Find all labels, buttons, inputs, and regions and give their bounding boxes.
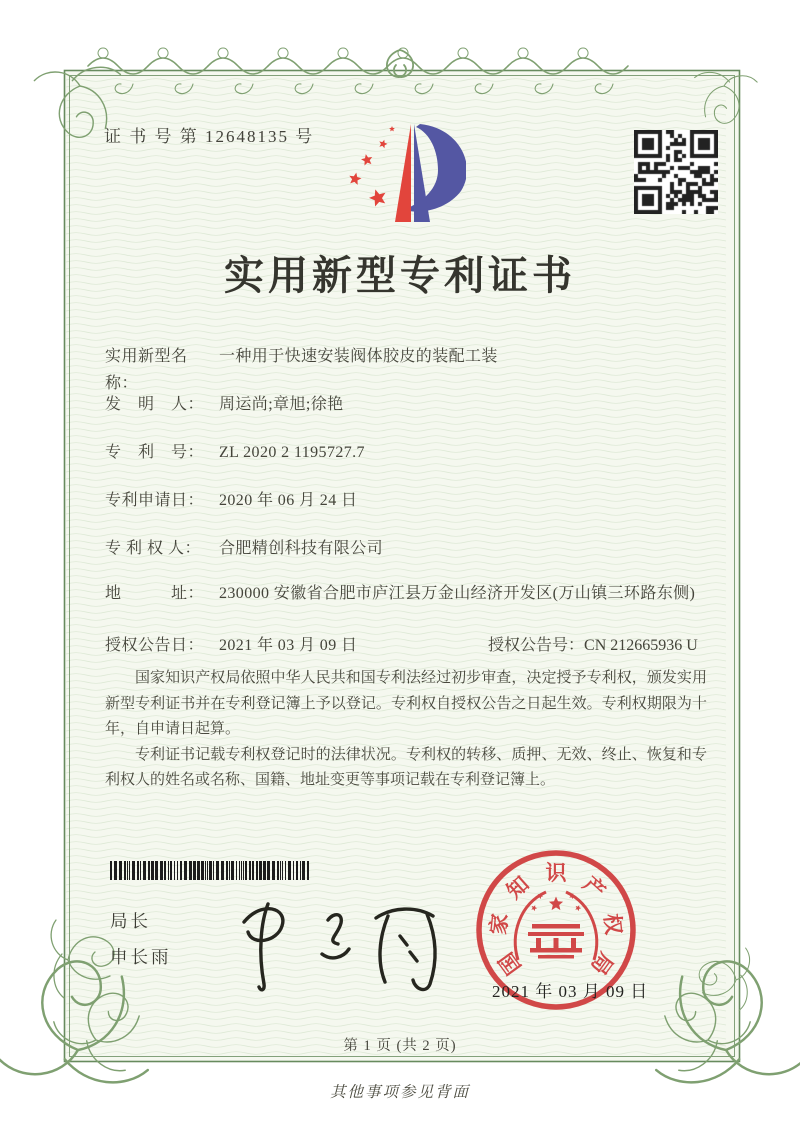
field-value: 一种用于快速安装阀体胶皮的装配工装: [219, 348, 498, 365]
svg-text:识: 识: [545, 861, 567, 885]
field-label: 专 利 号：: [105, 444, 205, 461]
director-title: 局长: [110, 911, 151, 931]
back-note: 其他事项参见背面: [329, 1084, 470, 1101]
field-pair-grant-number: [488, 632, 698, 659]
field-label: 地 址：: [105, 585, 205, 602]
certificate-title: 实用新型专利证书: [224, 253, 576, 298]
director-name: 申长雨: [110, 947, 172, 967]
seal-text-arc: [486, 861, 626, 979]
field-value: 230000 安徽省合肥市庐江县万金山经济开发区(万山镇三环路东侧): [219, 585, 696, 602]
field-row-utility-model-name: [105, 343, 705, 397]
legal-paragraph-1: 国家知识产权局依照中华人民共和国专利法经过初步审查，决定授予专利权，颁发实用新型专利证书并在专利登记簿上予以登记。专利权自授权公告之日起生效。专利权期限为十年，自申请日起算。: [105, 670, 707, 737]
field-row-inventors: [105, 391, 705, 418]
field-value: 2020 年 06 月 24 日: [219, 492, 358, 509]
page-number: 第 1 页 (共 2 页): [343, 1038, 457, 1054]
seal-date: 2021 年 03 月 09 日: [492, 982, 649, 1001]
field-row-address: [105, 580, 705, 607]
svg-text:产: 产: [578, 871, 610, 904]
field-value: CN 212665936 U: [584, 637, 698, 654]
field-label: 专利申请日：: [105, 492, 205, 509]
logo-stars: [349, 126, 395, 207]
field-value: ZL 2020 2 1195727.7: [219, 444, 365, 461]
field-row-filing-date: [105, 487, 705, 514]
field-value: 合肥精创科技有限公司: [219, 540, 384, 557]
legal-text-block: [105, 666, 707, 794]
field-label: 授权公告号：: [488, 637, 585, 654]
svg-text:权: 权: [599, 912, 626, 936]
barcode: [110, 861, 310, 880]
qr-code: [634, 130, 718, 214]
field-label: 授权公告日：: [105, 637, 205, 654]
field-label: 专 利 权 人：: [105, 540, 202, 557]
svg-text:国: 国: [494, 947, 526, 980]
logo-p-bowl: [403, 124, 466, 212]
field-row-grant-date: [105, 632, 705, 659]
field-label: 实用新型名称：: [105, 348, 188, 392]
field-row-patentee: [105, 535, 705, 562]
svg-text:局: 局: [586, 947, 618, 980]
svg-text:知: 知: [502, 871, 534, 904]
field-row-patent-number: [105, 439, 705, 466]
certificate-number: 证 书 号 第 12648135 号: [104, 127, 315, 146]
field-value: 周运尚;章旭;徐艳: [219, 396, 344, 413]
svg-text:家: 家: [486, 912, 513, 936]
director-signature-icon: [228, 886, 468, 998]
seal-national-emblem: [515, 892, 596, 960]
logo-triangle-left: [395, 124, 411, 222]
cnipa-logo-icon: [336, 118, 466, 236]
legal-paragraph-2: 专利证书记载专利权登记时的法律状况。专利权的转移、质押、无效、终止、恢复和专利权人的姓名或名称、国籍、地址变更等事项记载在专利登记簿上。: [105, 746, 707, 788]
field-value: 2021 年 03 月 09 日: [219, 637, 358, 654]
field-label: 发 明 人：: [105, 396, 205, 413]
